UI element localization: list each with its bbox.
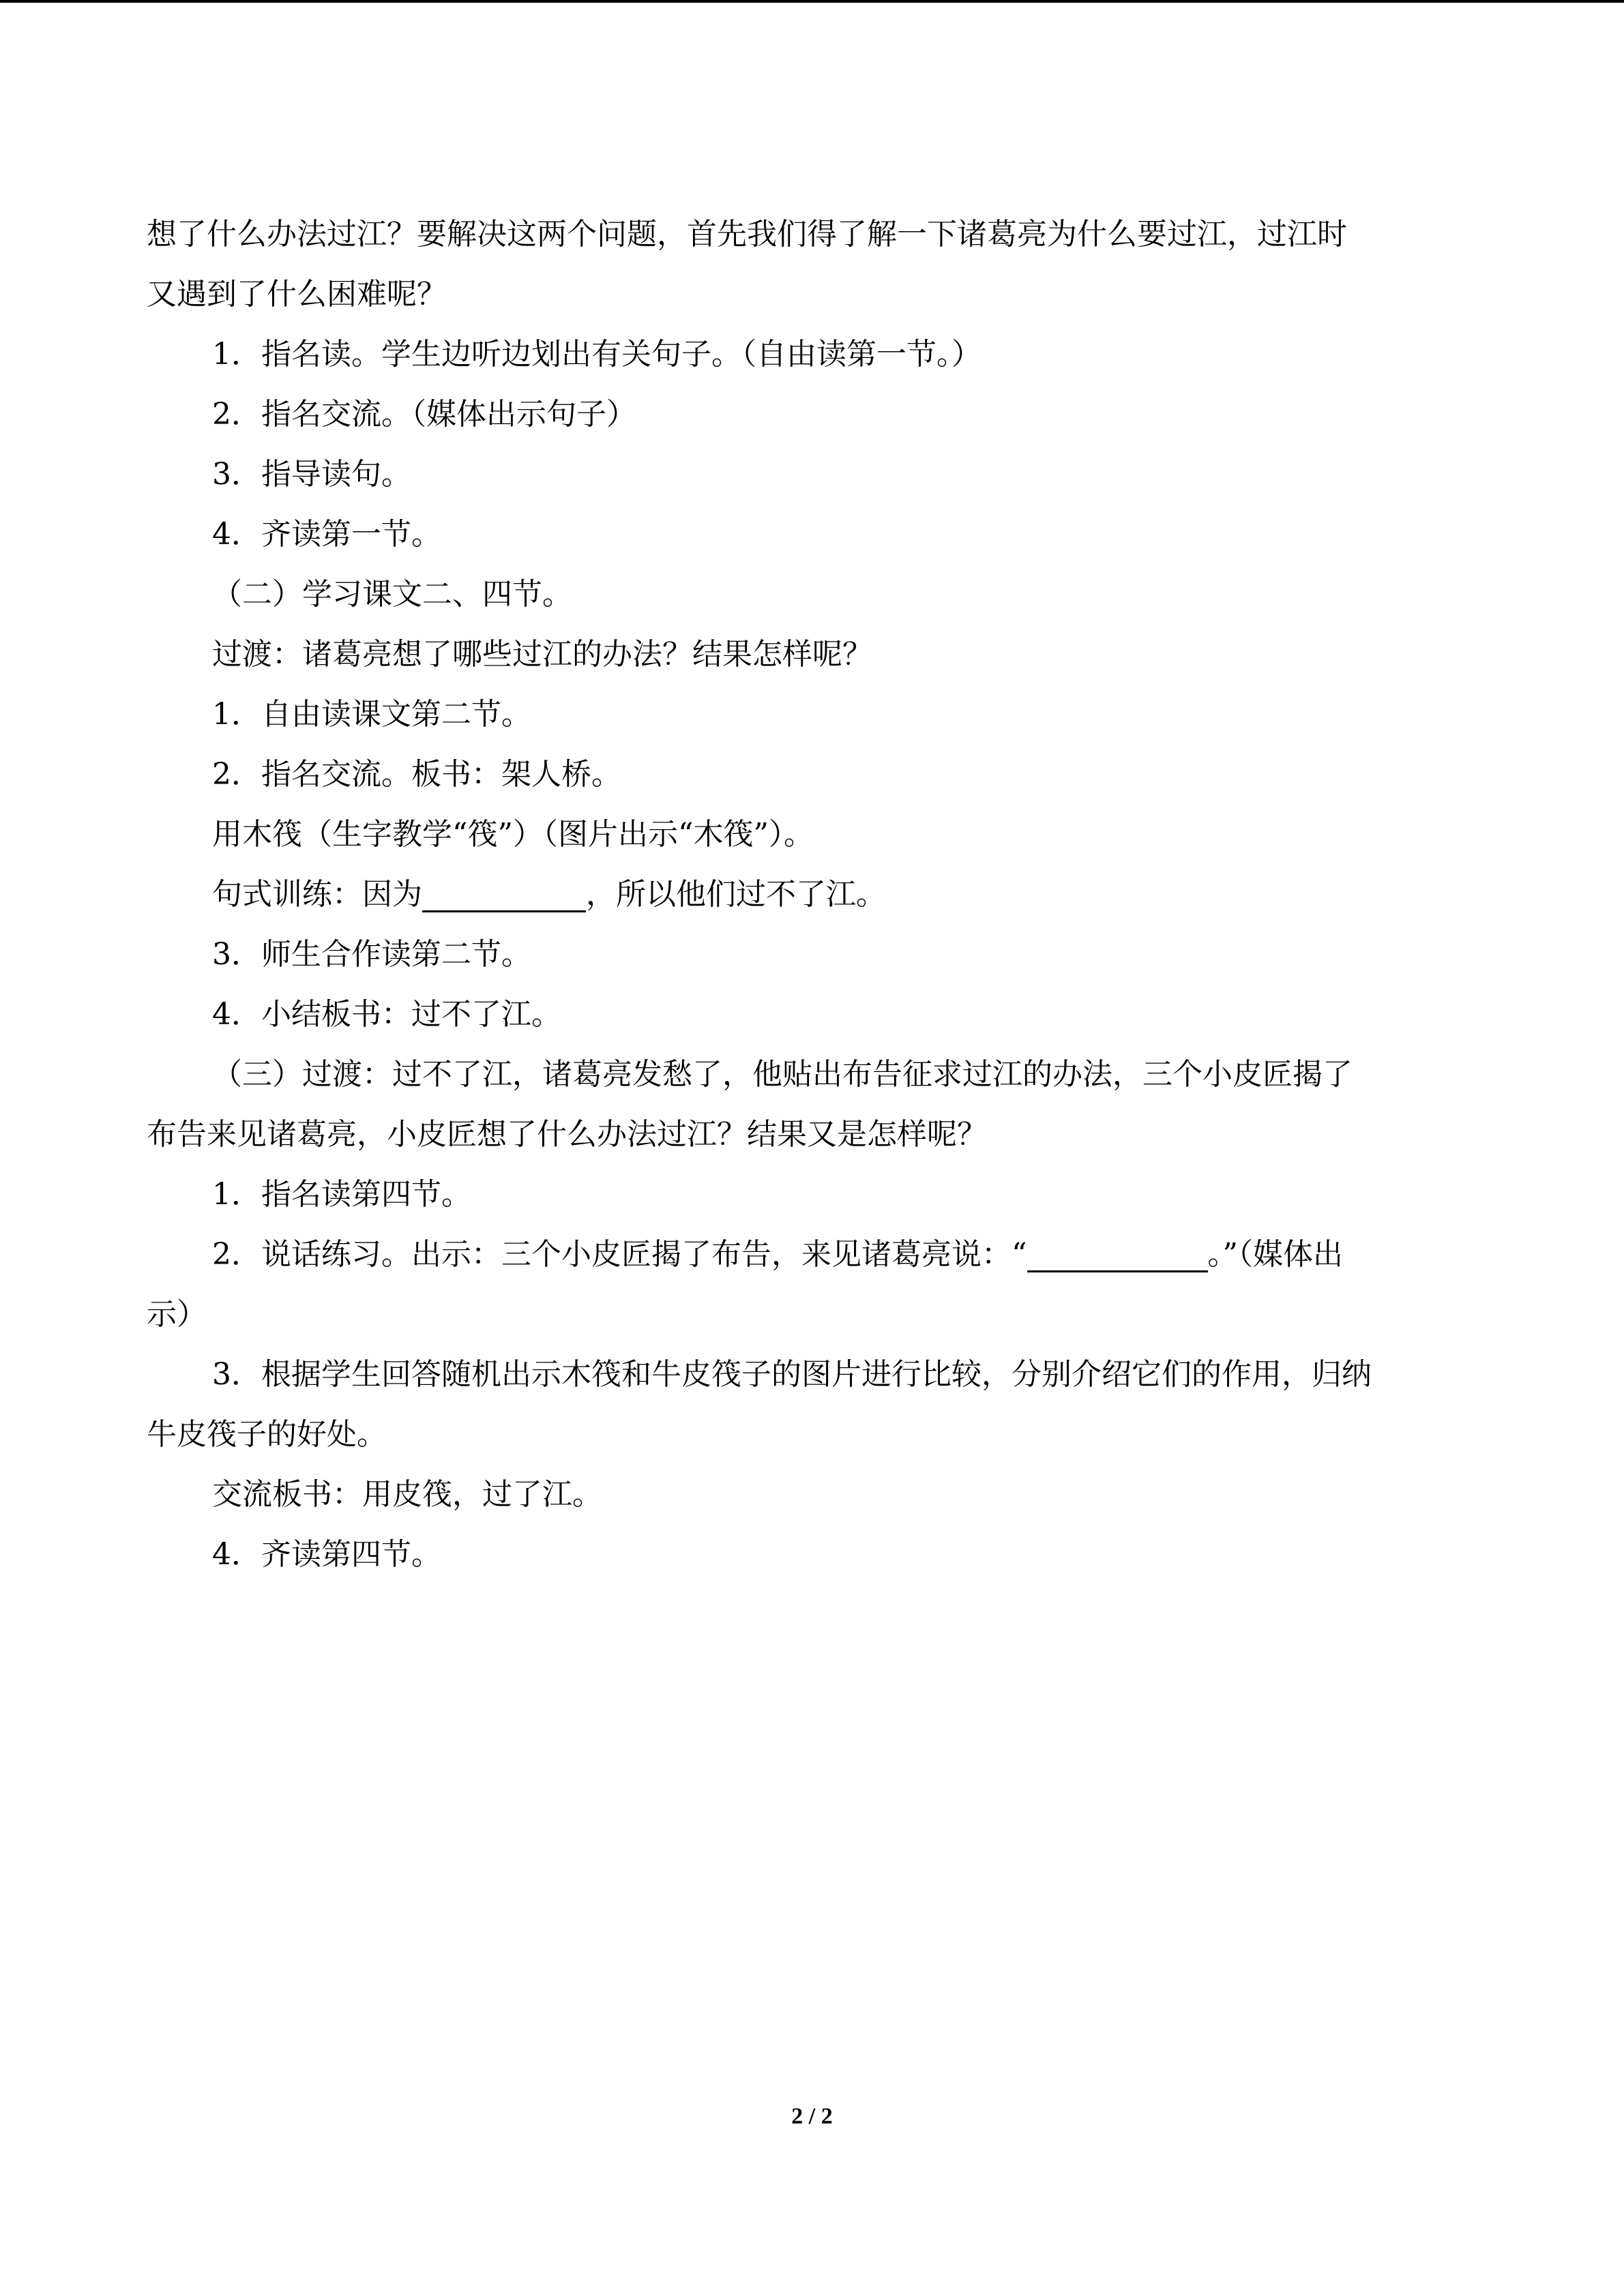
- paragraph-line: 牛皮筏子的好处。: [147, 1417, 387, 1452]
- step-item: 1．指名读第四节。: [212, 1177, 471, 1212]
- exercise-text-before: 句式训练：因为: [212, 877, 422, 912]
- exercise-text-after: 。”（媒体出: [1207, 1237, 1343, 1272]
- page-number: 2 / 2: [791, 2104, 833, 2129]
- step-item: 1．自由读课文第二节。: [212, 697, 531, 732]
- speaking-exercise-line: [147, 1225, 1483, 1285]
- paragraph-line: 想了什么办法过江？要解决这两个问题，首先我们得了解一下诸葛亮为什么要过江，过江时: [147, 217, 1347, 252]
- paragraph-line: 示）: [147, 1297, 207, 1332]
- step-item: 4．齐读第一节。: [212, 517, 441, 552]
- exercise-text-before: 2．说话练习。出示：三个小皮匠揭了布告，来见诸葛亮说：“: [212, 1237, 1027, 1272]
- transition-line: 过渡：诸葛亮想了哪些过江的办法？结果怎样呢？: [212, 637, 872, 672]
- fill-in-blank: [422, 869, 586, 912]
- paragraph-line: 用木筏（生字教学“筏”）（图片出示“木筏”）。: [212, 817, 814, 852]
- section-heading: （二）学习课文二、四节。: [212, 577, 572, 612]
- top-border-rule: [0, 0, 1624, 3]
- step-item: 2．指名交流。（媒体出示句子）: [212, 397, 636, 432]
- step-item: 4．齐读第四节。: [212, 1537, 441, 1572]
- step-item: 4．小结板书：过不了江。: [212, 997, 561, 1032]
- step-item: 2．指名交流。板书：架人桥。: [212, 757, 621, 792]
- fill-in-blank: [1027, 1229, 1208, 1272]
- document-body: [147, 205, 1483, 1585]
- paragraph-line: 又遇到了什么困难呢？: [147, 277, 447, 312]
- step-item: 3．指导读句。: [212, 457, 411, 492]
- step-item: 1．指名读。学生边听边划出有关句子。（自由读第一节。）: [212, 337, 981, 372]
- step-item: 3．师生合作读第二节。: [212, 937, 531, 972]
- exercise-text-after: ，所以他们过不了江。: [586, 877, 886, 912]
- step-item: 3．根据学生回答随机出示木筏和牛皮筏子的图片进行比较，分别介绍它们的作用，归纳: [212, 1357, 1372, 1392]
- section-heading: （三）过渡：过不了江，诸葛亮发愁了，他贴出布告征求过江的办法，三个小皮匠揭了: [212, 1057, 1353, 1092]
- paragraph-line: 布告来见诸葛亮，小皮匠想了什么办法过江？结果又是怎样呢？: [147, 1117, 987, 1152]
- sentence-exercise-line: [147, 865, 1483, 925]
- board-writing-line: 交流板书：用皮筏，过了江。: [212, 1477, 602, 1512]
